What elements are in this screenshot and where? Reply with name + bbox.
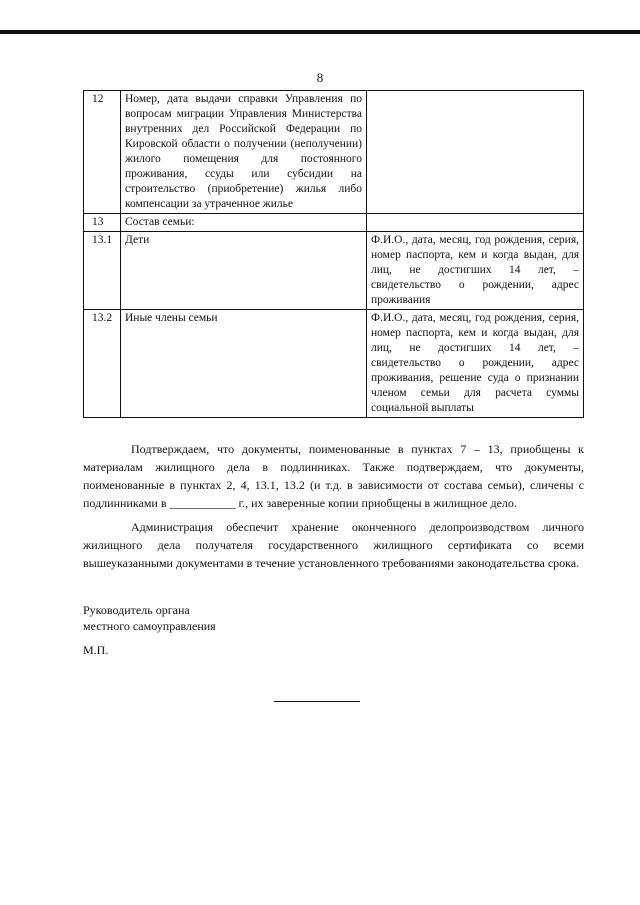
table-row <box>84 232 584 310</box>
end-divider <box>274 701 360 702</box>
row-description: Дети <box>121 232 367 310</box>
row-number: 13 <box>84 214 121 232</box>
row-description: Номер, дата выдачи справки Управления по вопросам миграции Управления Министерства внутренних дел Российской Федерации по Кировской области о получении (неполучении) жилого помещения для постоянного проживания, ссуды или субсидии на строительство (приобретение) жилья либо компенсации за утраченное жилье <box>121 91 367 214</box>
signature-title-line2: местного самоуправления <box>83 619 216 633</box>
table-row <box>84 214 584 232</box>
row-description: Состав семьи: <box>121 214 367 232</box>
row-number: 13.2 <box>84 310 121 418</box>
documents-table <box>83 90 584 418</box>
table-row <box>84 91 584 214</box>
confirmation-paragraph: Подтверждаем, что документы, поименованные в пунктах 7 – 13, приобщены к материалам жилищного дела в подлинниках. Также подтверждаем, что документы, поименованные в пунктах 2, 4, 13.1, 13.2 (и т.д. в зависимости от состава семьи), сличены с подлинниками в ___________ г., их заверенные копии приобщены в жилищное дело. <box>83 442 584 510</box>
page-number: 8 <box>316 70 324 85</box>
row-note <box>367 214 584 232</box>
top-border-line <box>0 30 640 34</box>
signature-title-line1: Руководитель органа <box>83 603 190 617</box>
row-note <box>367 91 584 214</box>
row-number: 12 <box>84 91 121 214</box>
row-description: Иные члены семьи <box>121 310 367 418</box>
row-note: Ф.И.О., дата, месяц, год рождения, серия, номер паспорта, кем и когда выдан, для лиц, не достигших 14 лет, – свидетельство о рождении, адрес проживания, решение суда о признании членом семьи для расчета суммы социальной выплаты <box>367 310 584 418</box>
row-number: 13.1 <box>84 232 121 310</box>
storage-paragraph: Администрация обеспечит хранение оконченного делопроизводством личного жилищного дела получателя государственного жилищного сертификата со всеми вышеуказанными документами в течение установленного требованиями законодательства срока. <box>83 520 584 570</box>
table-row <box>84 310 584 418</box>
stamp-place: М.П. <box>83 643 109 657</box>
row-note: Ф.И.О., дата, месяц, год рождения, серия, номер паспорта, кем и когда выдан, для лиц, не достигших 14 лет, – свидетельство о рождении, адрес проживания <box>367 232 584 310</box>
